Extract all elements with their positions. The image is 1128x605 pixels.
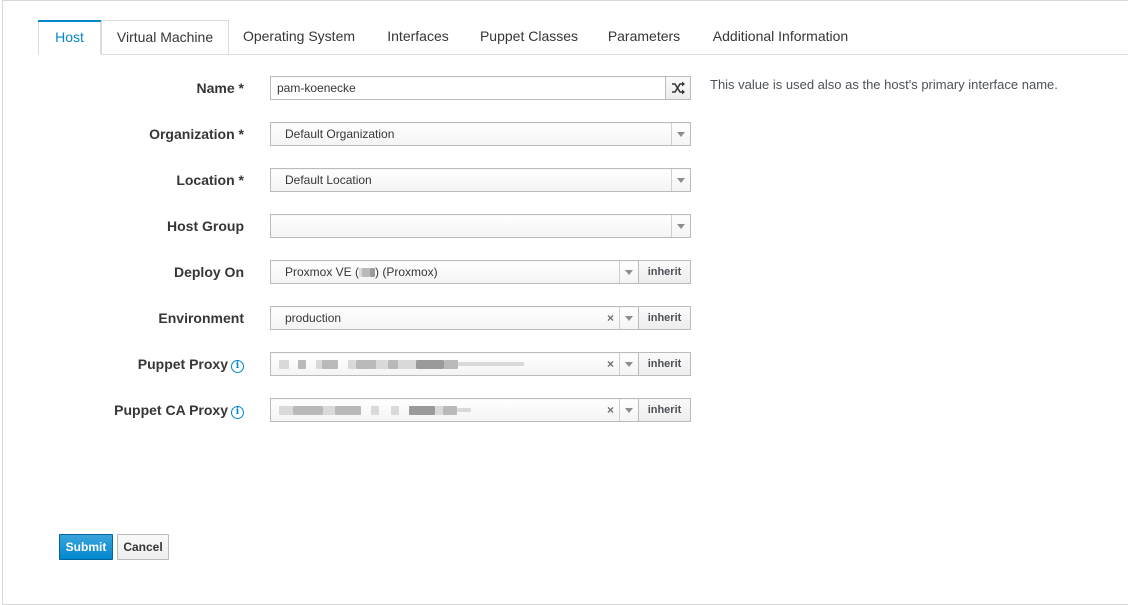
randomize-name-button[interactable]	[665, 76, 691, 100]
puppet-proxy-select-value	[279, 353, 524, 375]
puppet-ca-proxy-select-value	[279, 399, 471, 421]
puppet-ca-proxy-label: Puppet CA Proxy i	[44, 402, 244, 419]
info-icon[interactable]: i	[231, 406, 244, 419]
tab-virtual-machine[interactable]: Virtual Machine	[101, 20, 229, 54]
environment-select-value: production	[285, 311, 342, 325]
tab-puppet-classes[interactable]: Puppet Classes	[479, 28, 579, 44]
puppet-proxy-select[interactable]	[270, 352, 639, 376]
name-help-text: This value is used also as the host's primary interface name.	[710, 77, 1058, 92]
puppet-proxy-label: Puppet Proxy i	[44, 356, 244, 373]
shuffle-icon	[666, 77, 690, 99]
chevron-down-icon[interactable]	[619, 353, 638, 375]
name-input[interactable]	[270, 76, 691, 100]
chevron-down-icon[interactable]	[671, 123, 690, 145]
info-icon[interactable]: i	[231, 360, 244, 373]
name-input-value: pam-koenecke	[277, 81, 356, 95]
chevron-down-icon[interactable]	[619, 307, 638, 329]
host-group-label: Host Group	[167, 218, 244, 234]
puppet-ca-proxy-select[interactable]	[270, 398, 639, 422]
clear-icon[interactable]: ×	[606, 357, 614, 371]
environment-select[interactable]	[270, 306, 639, 330]
host-group-select[interactable]	[270, 214, 691, 238]
tab-additional-information[interactable]: Additional Information	[712, 28, 849, 44]
location-label: Location *	[176, 172, 244, 188]
deploy-on-inherit-button[interactable]: inherit	[638, 260, 691, 284]
location-select[interactable]	[270, 168, 691, 192]
deploy-on-label: Deploy On	[173, 264, 244, 280]
tab-bar	[38, 20, 1128, 55]
chevron-down-icon[interactable]	[619, 399, 638, 421]
clear-icon[interactable]: ×	[606, 311, 614, 325]
location-select-value: Default Location	[285, 173, 372, 187]
tab-host[interactable]: Host	[38, 20, 101, 55]
puppet-ca-proxy-inherit-button[interactable]: inherit	[638, 398, 691, 422]
submit-button[interactable]: Submit	[59, 534, 113, 560]
deploy-on-select-value: Proxmox VE ( ) (Proxmox)	[285, 265, 438, 279]
chevron-down-icon[interactable]	[671, 169, 690, 191]
cancel-button[interactable]: Cancel	[117, 534, 169, 560]
environment-label: Environment	[158, 310, 244, 326]
tab-operating-system[interactable]: Operating System	[242, 28, 356, 44]
chevron-down-icon[interactable]	[671, 215, 690, 237]
clear-icon[interactable]: ×	[606, 403, 614, 417]
name-label: Name *	[196, 80, 244, 96]
chevron-down-icon[interactable]	[619, 261, 638, 283]
tab-parameters[interactable]: Parameters	[607, 28, 681, 44]
environment-inherit-button[interactable]: inherit	[638, 306, 691, 330]
organization-select-value: Default Organization	[285, 127, 395, 141]
puppet-proxy-inherit-button[interactable]: inherit	[638, 352, 691, 376]
organization-select[interactable]	[270, 122, 691, 146]
organization-label: Organization *	[149, 126, 244, 142]
tab-interfaces[interactable]: Interfaces	[387, 28, 449, 44]
deploy-on-select[interactable]	[270, 260, 639, 284]
